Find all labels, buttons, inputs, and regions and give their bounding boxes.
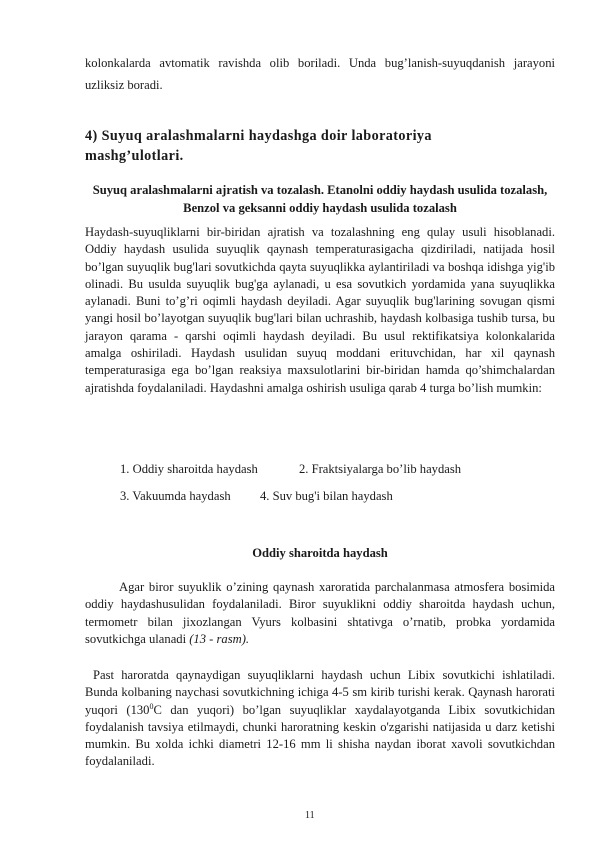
paragraph-libix-text-2: C dan yuqori) bo’lgan suyuqliklar xaydalayotganda Libix sovutkichidan foydalanish tavsiya etilmaydi, chunki haroratning keskin o'zgarishi natijasida u darz ketishi mumkin. Bu xolda ichki diametri 12-16 mm li shisha naydan iborat xavoli sovutkichdan foydalaniladi. — [85, 702, 555, 769]
section-title: 4) Suyuq aralashmalarni haydashga doir laboratoriya mashg’ulotlari. — [85, 128, 432, 164]
degree-superscript: 0 — [149, 701, 154, 711]
method-item-3: 3. Vakuumda haydash — [120, 489, 231, 503]
paragraph-oddiy-haydash-text: Agar biror suyuklik o’zining qaynash xaroratida parchalanmasa atmosfera bosimida oddiy haydashusulidan foydalaniladi. Biror suyuklikni oddiy sharoitda haydash uchun, termometr bilan jixozlangan Vyurs kolbasini shtativga o’rnatib, probka yordamida sovutkichga ulanadi — [85, 580, 555, 646]
paragraph-libix-sovutkich — [85, 667, 555, 771]
intro-paragraph: kolonkalarda avtomatik ravishda olib boriladi. Unda bug’lanish-suyuqdanish jarayoni uzliksiz boradi. — [85, 56, 555, 92]
subheading-oddiy-sharoitda: Oddiy sharoitda haydash — [252, 546, 388, 560]
subheading: Suyuq aralashmalarni ajratish va tozalash. Etanolni oddiy haydash usulida tozalash, Benzol va geksanni oddiy haydash usulida tozalash — [92, 183, 548, 215]
paragraph-haydash-intro: Haydash-suyuqliklarni bir-biridan ajratish va tozalashning eng qulay usuli hisoblanadi. Oddiy haydash usulida suyuqlik qaynash temperaturasigacha qizdiriladi, natijada hosil bo’lgan suyuqlik bug'lari sovutkichda qayta suyuqlikka aylantiriladi va boshqa idishga yig'ib olinadi. Bu usulda suyuqlik bug'ga aylanadi, u esa sovutkich yordamida yana suyuqlikka aylanadi. Buni to’g’ri oqimli haydash deyiladi. Agar suyuqlik bug'larining sovugan qismi yangi hosil bo’layotgan suyuqlik bug'lari bilan uchrashib, haydash kolbasiga tushib tursa, bu jarayon qarama - qarshi oqimli haydash deyiladi. Bu usul rektifikatsiya kolonkalarida amalga oshiriladi. Haydash usulidan suyuq moddani erituvchidan, har xil qaynash temperaturasiga ega bo’lgan reaksiya maxsulotlarini bir-biridan hamda qo’shimchalardan ajratishda foydalaniladi. Haydashni amalga oshirish usuliga qarab 4 turga bo’lish mumkin: — [85, 225, 555, 395]
method-item-2: 2. Fraktsiyalarga bo’lib haydash — [299, 462, 462, 476]
method-item-1: 1. Oddiy sharoitda haydash — [120, 462, 258, 476]
method-item-4: 4. Suv bug'i bilan haydash — [260, 489, 393, 503]
paragraph-libix-text-1: Past haroratda qaynaydigan suyuqliklarni haydash uchun Libix sovutkichi ishlatiladi. Bunda kolbaning naychasi sovutkichning ichiga 4-5 sm kirib turishi kerak. Qaynash harorati yuqori (130 — [85, 668, 555, 717]
figure-reference: (13 - rasm). — [189, 631, 250, 646]
paragraph-oddiy-haydash — [85, 579, 555, 648]
page-number: 11 — [305, 810, 315, 821]
